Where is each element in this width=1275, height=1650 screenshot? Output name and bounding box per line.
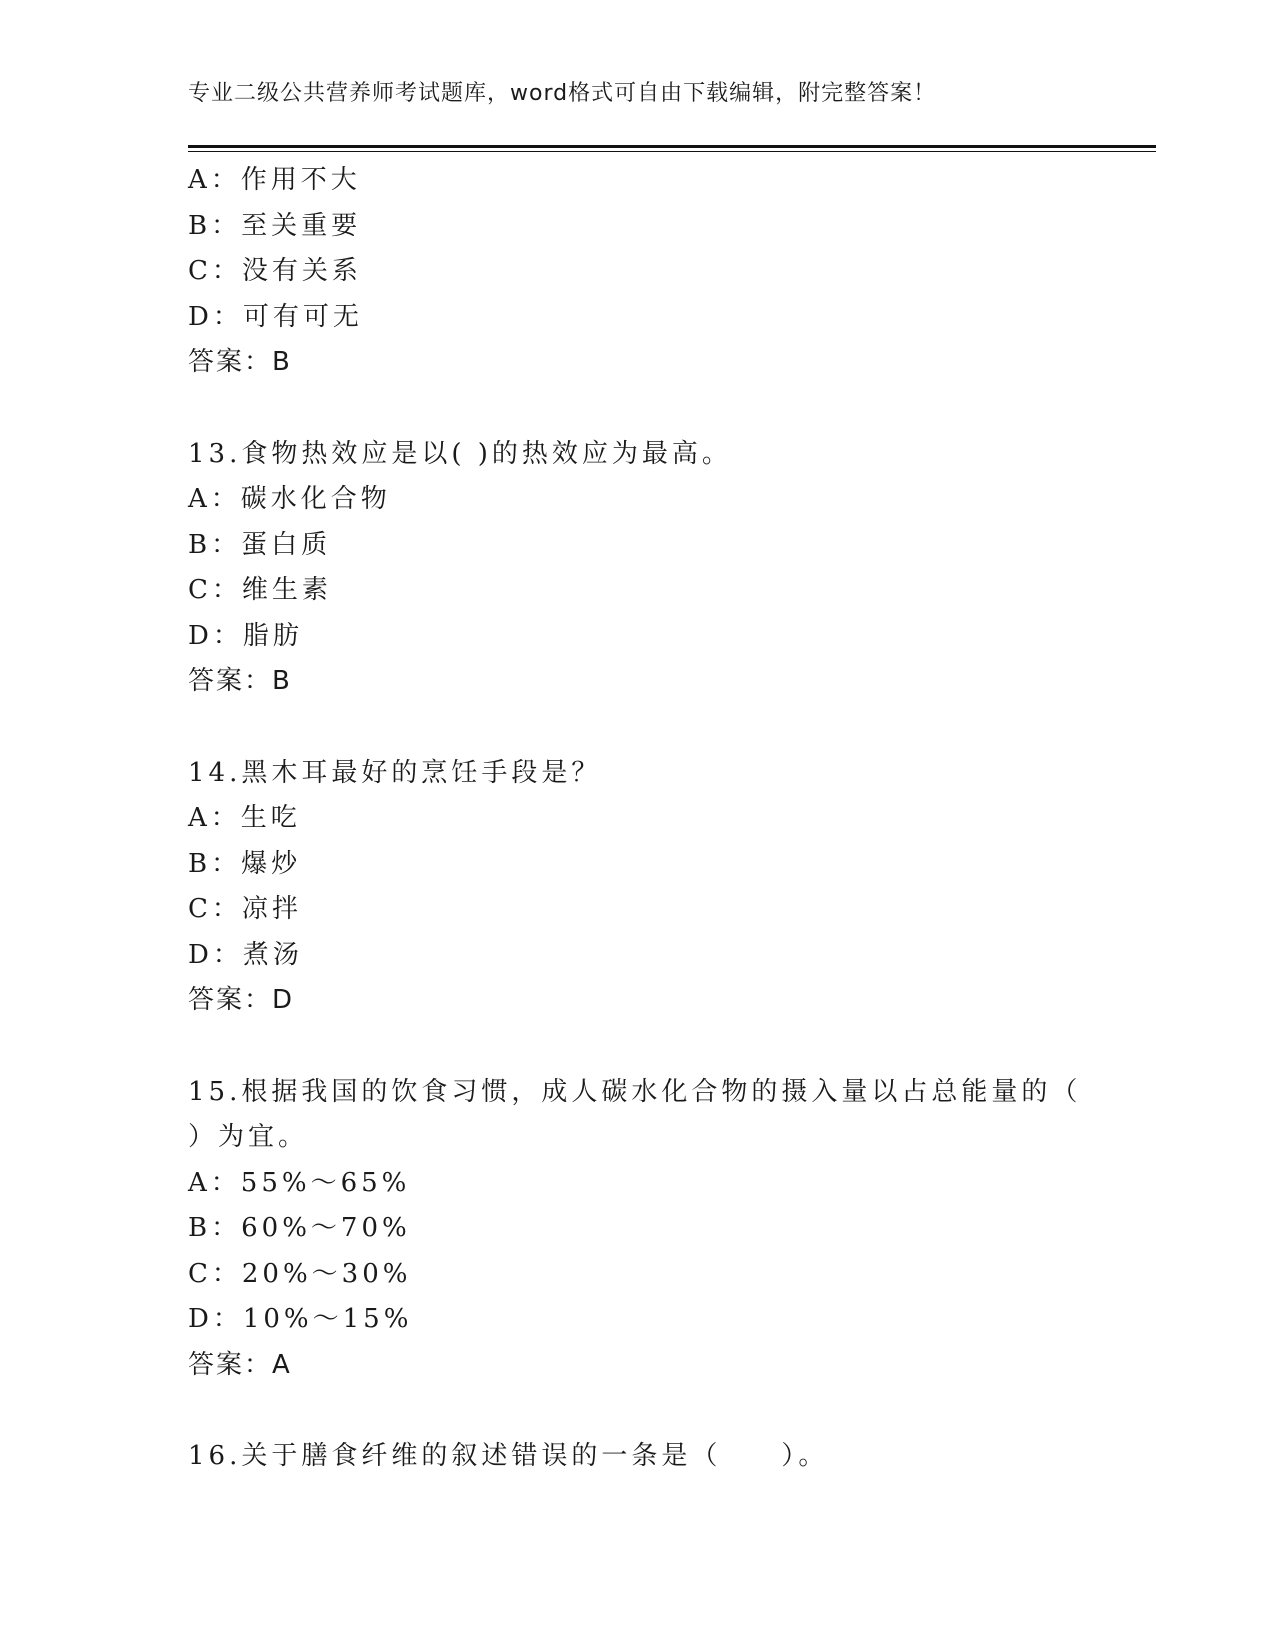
answer-label: 答案：A xyxy=(188,1349,292,1380)
question-stem-line-1: 15.根据我国的饮食习惯，成人碳水化合物的摄入量以占总能量的（ xyxy=(188,1076,1082,1107)
header-rule-thin xyxy=(188,151,1156,152)
option-c: C：凉拌 xyxy=(188,894,302,924)
option-b: B：爆炒 xyxy=(188,848,302,879)
spacer xyxy=(188,1024,1088,1070)
option-a: A：55%～65% xyxy=(188,1167,411,1198)
question-stem: 14.黑木耳最好的烹饪手段是？ xyxy=(188,757,602,788)
question-list xyxy=(188,158,1088,1480)
option-c: C：没有关系 xyxy=(188,256,362,286)
spacer xyxy=(188,386,1088,432)
question-stem: 13.食物热效应是以( )的热效应为最高。 xyxy=(188,438,732,469)
option-b: B：至关重要 xyxy=(188,210,362,241)
option-a: A：碳水化合物 xyxy=(188,484,391,514)
spacer xyxy=(188,705,1088,751)
question-16 xyxy=(188,1434,1088,1480)
option-a: A：作用不大 xyxy=(188,165,361,195)
answer-label: 答案：B xyxy=(188,347,292,377)
question-13 xyxy=(188,432,1088,705)
spacer xyxy=(188,1388,1088,1434)
option-d: D：煮汤 xyxy=(188,939,303,970)
header-rule-thick xyxy=(188,145,1156,148)
option-d: D：脂肪 xyxy=(188,620,303,651)
question-stem: 16.关于膳食纤维的叙述错误的一条是（ ）。 xyxy=(188,1441,829,1471)
option-c: C：维生素 xyxy=(188,575,332,605)
question-14 xyxy=(188,751,1088,1024)
question-15 xyxy=(188,1070,1088,1389)
option-c: C：20%～30% xyxy=(188,1258,412,1289)
answer-label: 答案：D xyxy=(188,985,295,1015)
option-d: D：10%～15% xyxy=(188,1304,413,1334)
question-12 xyxy=(188,158,1088,386)
option-a: A：生吃 xyxy=(188,803,301,833)
answer-label: 答案：B xyxy=(188,666,292,696)
option-b: B：蛋白质 xyxy=(188,529,332,560)
option-b: B：60%～70% xyxy=(188,1213,411,1243)
question-stem-line-2: ）为宜。 xyxy=(188,1122,309,1152)
page-header: 专业二级公共营养师考试题库，word格式可自由下载编辑，附完整答案！ xyxy=(188,81,937,106)
option-d: D：可有可无 xyxy=(188,301,363,332)
